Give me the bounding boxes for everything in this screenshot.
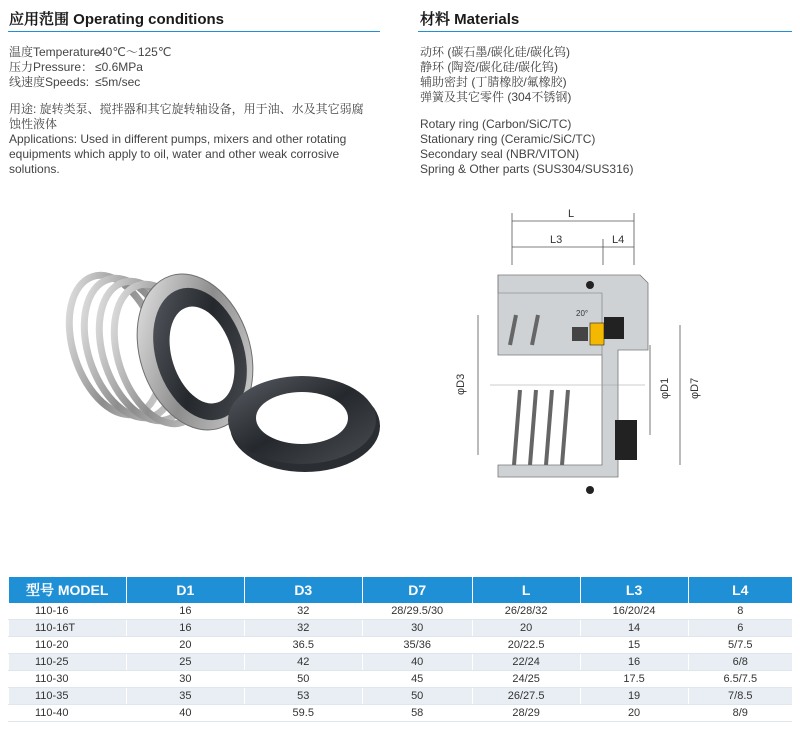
speed-label: 线速度Speeds: (9, 75, 90, 89)
cell-d3: 59.5 (244, 705, 362, 722)
column-header-d1: D1 (126, 577, 244, 603)
column-header-l: L (472, 577, 580, 603)
column-header-l4: L4 (688, 577, 792, 603)
temperature-row (9, 45, 171, 60)
cell-d1: 40 (126, 705, 244, 722)
cell-d7: 28/29.5/30 (362, 603, 472, 620)
cell-l: 20/22.5 (472, 637, 580, 654)
usage-block (9, 102, 389, 177)
column-header-l3: L3 (580, 577, 688, 603)
operating-specs (9, 45, 171, 90)
cell-d7: 35/36 (362, 637, 472, 654)
applications-en-line-1: Applications: Used in different pumps, mixers and other rotating (9, 132, 347, 146)
table-row (9, 603, 793, 620)
o-ring (586, 281, 594, 289)
cell-d7: 45 (362, 671, 472, 688)
cell-l4: 8 (688, 603, 792, 620)
cell-model: 110-35 (9, 688, 127, 705)
cell-d7: 30 (362, 620, 472, 637)
cell-l3: 19 (580, 688, 688, 705)
cell-model: 110-16T (9, 620, 127, 637)
cell-d1: 16 (126, 603, 244, 620)
pressure-label: 压力Pressure： (9, 60, 94, 74)
cell-l4: 7/8.5 (688, 688, 792, 705)
temperature-value: -40℃～125℃ (95, 45, 172, 59)
table-row (9, 654, 793, 671)
applications-en-line-2: equipments which apply to oil, water and other weak corrosive (9, 147, 340, 161)
material-cn-item: 辅助密封 (丁腈橡胶/氟橡胶) (420, 75, 567, 89)
cell-l: 22/24 (472, 654, 580, 671)
materials-en-list (420, 117, 633, 177)
cell-d7: 50 (362, 688, 472, 705)
usage-cn-line-2: 蚀性液体 (9, 117, 58, 131)
stationary-seat (615, 420, 637, 460)
column-header-model: 型号 MODEL (9, 577, 127, 603)
column-header-d7: D7 (362, 577, 472, 603)
cell-l: 20 (472, 620, 580, 637)
operating-title-rule (8, 31, 380, 32)
material-cn-item: 弹簧及其它零件 (304不锈钢) (420, 90, 572, 104)
cell-d7: 58 (362, 705, 472, 722)
operating-conditions-title: 应用范围 Operating conditions (9, 11, 225, 28)
cell-model: 110-30 (9, 671, 127, 688)
cell-l4: 6/8 (688, 654, 792, 671)
cell-d3: 53 (244, 688, 362, 705)
cell-l3: 15 (580, 637, 688, 654)
material-cn-item: 静环 (陶瓷/碳化硅/碳化钨) (420, 60, 558, 74)
applications-en-line-3: solutions. (9, 162, 60, 176)
cell-d7: 40 (362, 654, 472, 671)
table-row (9, 637, 793, 654)
cell-model: 110-16 (9, 603, 127, 620)
table-row (9, 620, 793, 637)
speed-row (9, 75, 171, 90)
cell-l3: 14 (580, 620, 688, 637)
material-cn-item: 动环 (碳石墨/碳化硅/碳化钨) (420, 45, 570, 59)
cell-l3: 16 (580, 654, 688, 671)
cell-model: 110-20 (9, 637, 127, 654)
column-header-d3: D3 (244, 577, 362, 603)
usage-cn-line-1: 用途: 旋转类泵、搅拌器和其它旋转轴设备，用于油、水及其它弱腐 (9, 102, 364, 116)
material-en-item: Spring & Other parts (SUS304/SUS316) (420, 162, 634, 176)
pressure-row (9, 60, 171, 75)
cell-l: 26/27.5 (472, 688, 580, 705)
cell-d1: 16 (126, 620, 244, 637)
dimension-label-l4: L4 (612, 234, 625, 246)
table-row (9, 671, 793, 688)
dimension-label-d1: φD1 (659, 377, 671, 399)
angle-label: 20° (576, 309, 589, 318)
cell-model: 110-25 (9, 654, 127, 671)
o-ring (586, 486, 594, 494)
cell-d3: 50 (244, 671, 362, 688)
materials-cn-list (420, 45, 571, 105)
cell-d1: 20 (126, 637, 244, 654)
material-en-item: Stationary ring (Ceramic/SiC/TC) (420, 132, 596, 146)
cell-l4: 6.5/7.5 (688, 671, 792, 688)
dimension-label-d3: φD3 (455, 373, 467, 395)
stationary-face (604, 317, 624, 339)
dimensions-table (8, 577, 792, 722)
material-en-item: Rotary ring (Carbon/SiC/TC) (420, 117, 572, 131)
cell-d3: 42 (244, 654, 362, 671)
cell-l: 28/29 (472, 705, 580, 722)
stationary-ring (228, 376, 380, 472)
temperature-label: 温度Temperature： (9, 45, 113, 59)
materials-title-rule (418, 31, 792, 32)
dimension-label-l: L (568, 208, 575, 220)
cell-l4: 5/7.5 (688, 637, 792, 654)
cell-d3: 32 (244, 620, 362, 637)
table-header-row (9, 577, 793, 603)
materials-title: 材料 Materials (420, 11, 520, 28)
cell-l3: 20 (580, 705, 688, 722)
cell-d1: 30 (126, 671, 244, 688)
cell-d1: 35 (126, 688, 244, 705)
seal-cross-section-drawing (440, 205, 730, 505)
cell-l4: 8/9 (688, 705, 792, 722)
cell-d3: 36.5 (244, 637, 362, 654)
elastomer-bellows (572, 327, 588, 341)
cell-l: 26/28/32 (472, 603, 580, 620)
material-en-item: Secondary seal (NBR/VITON) (420, 147, 580, 161)
cell-d3: 32 (244, 603, 362, 620)
table-row (9, 688, 793, 705)
dimension-label-d7: φD7 (689, 377, 701, 399)
rotary-face (590, 323, 604, 345)
cell-l3: 16/20/24 (580, 603, 688, 620)
cell-d1: 25 (126, 654, 244, 671)
mechanical-seal-photo (30, 250, 380, 480)
cell-model: 110-40 (9, 705, 127, 722)
table-row (9, 705, 793, 722)
cell-l: 24/25 (472, 671, 580, 688)
pressure-value: ≤0.6MPa (95, 60, 143, 74)
dimension-label-l3: L3 (550, 234, 563, 246)
cell-l4: 6 (688, 620, 792, 637)
cell-l3: 17.5 (580, 671, 688, 688)
speed-value: ≤5m/sec (95, 75, 141, 89)
